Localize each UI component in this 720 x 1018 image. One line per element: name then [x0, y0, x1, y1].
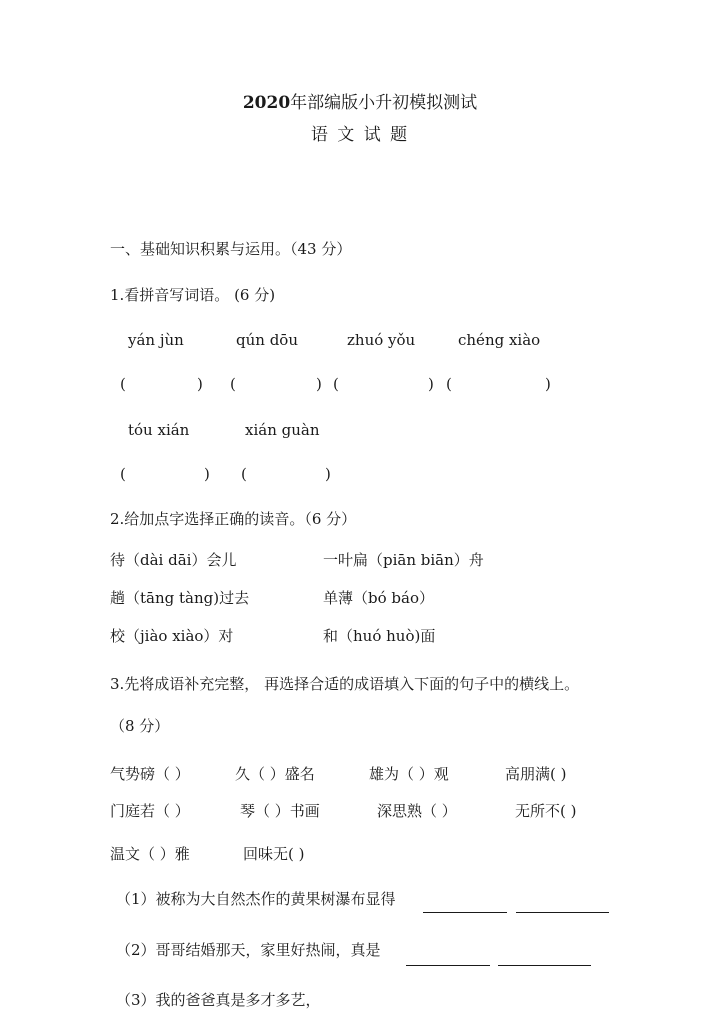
- pinyin-2: qún dōu: [236, 331, 298, 349]
- blank-close: ): [197, 375, 203, 393]
- blank-close: ): [316, 375, 322, 393]
- idiom-item: 深思熟（ ）: [377, 802, 457, 820]
- blank-close: ): [545, 375, 551, 393]
- q1-prompt: 1.看拼音写词语。 (6 分): [110, 286, 276, 304]
- idiom-item: 琴（ ）书画: [240, 802, 320, 820]
- idiom-item: 高朋满( ): [505, 765, 567, 783]
- blank-open: (: [230, 375, 236, 393]
- title-year: 2020: [242, 93, 291, 113]
- title-text: 年部编版小升初模拟测试: [290, 93, 478, 113]
- blank-close: ): [204, 465, 210, 483]
- pinyin-4: chéng xiào: [458, 331, 541, 349]
- blank-close: ): [428, 375, 434, 393]
- blank-close: ): [325, 465, 331, 483]
- q3-sentence: （2）哥哥结婚那天，家里好热闹，真是: [116, 941, 381, 959]
- q2-item: 待（dài dāi）会儿: [110, 551, 237, 569]
- blank-open: (: [446, 375, 452, 393]
- pinyin-3: zhuó yǒu: [347, 331, 416, 349]
- idiom-item: 久（ ）盛名: [235, 765, 315, 783]
- answer-line: [423, 912, 507, 913]
- q3-sentence: （3）我的爸爸真是多才多艺，: [116, 991, 321, 1009]
- q2-prompt: 2.给加点字选择正确的读音。（6 分）: [110, 510, 357, 528]
- answer-line: [516, 912, 609, 913]
- q3-prompt: 3.先将成语补充完整， 再选择合适的成语填入下面的句子中的横线上。: [110, 675, 580, 693]
- idiom-item: 温文（ ）雅: [110, 845, 190, 863]
- q2-item: 趟（tāng tàng)过去: [110, 589, 250, 607]
- q2-item: 单薄（bó báo）: [323, 589, 434, 607]
- pinyin-5: tóu xián: [128, 421, 190, 439]
- answer-line: [498, 965, 591, 966]
- idiom-item: 门庭若（ ）: [110, 802, 190, 820]
- blank-open: (: [120, 465, 126, 483]
- page-subtitle: 语 文 试 题: [310, 125, 410, 145]
- idiom-item: 雄为（ ）观: [369, 765, 449, 783]
- blank-open: (: [120, 375, 126, 393]
- section-heading: 一、基础知识积累与运用。（43 分）: [110, 240, 352, 258]
- blank-open: (: [333, 375, 339, 393]
- pinyin-1: yán jùn: [128, 331, 184, 349]
- answer-line: [406, 965, 490, 966]
- q2-item: 一叶扁（piān biān）舟: [323, 551, 484, 569]
- page-title: [0, 92, 720, 114]
- pinyin-6: xián guàn: [245, 421, 320, 439]
- q2-item: 校（jiào xiào）对: [110, 627, 234, 645]
- idiom-item: 气势磅（ ）: [110, 765, 190, 783]
- blank-open: (: [241, 465, 247, 483]
- q3-sentence: （1）被称为大自然杰作的黄果树瀑布显得: [116, 890, 396, 908]
- idiom-item: 回味无( ): [243, 845, 305, 863]
- q3-points: （8 分）: [110, 717, 170, 735]
- q2-item: 和（huó huò)面: [323, 627, 436, 645]
- idiom-item: 无所不( ): [515, 802, 577, 820]
